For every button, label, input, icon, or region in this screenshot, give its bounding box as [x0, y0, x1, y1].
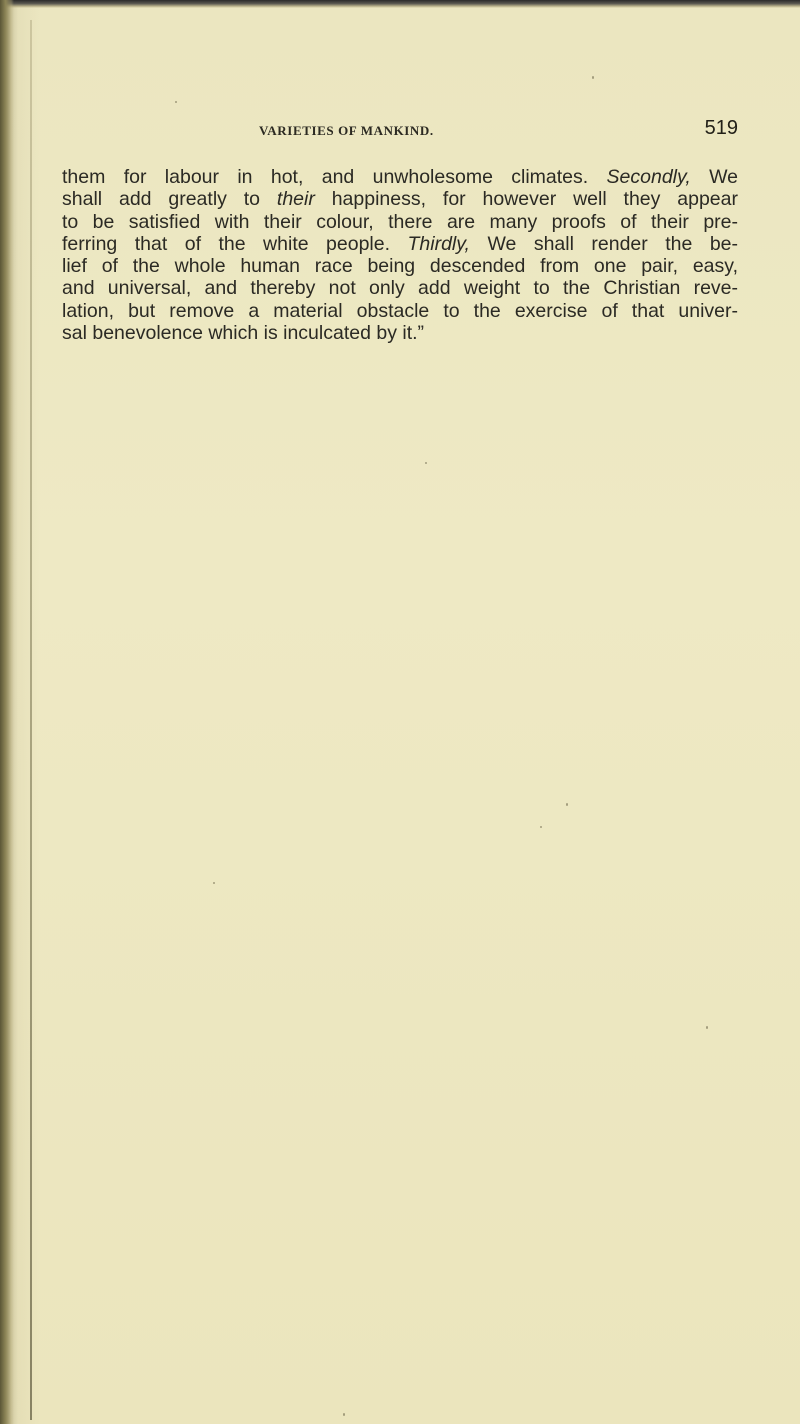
text-line	[62, 188, 738, 210]
page-number: 519	[704, 117, 738, 139]
text-segment: lief of the whole human race being descended from one pair, easy,	[62, 255, 738, 278]
text-line	[62, 277, 738, 299]
text-line	[62, 211, 738, 233]
text-segment: lation, but remove a material obstacle to the exercise of that univer-	[62, 299, 738, 322]
italic-text-segment: Thirdly,	[407, 232, 470, 255]
paper-speck	[213, 882, 215, 884]
binding-gutter-shadow	[0, 0, 14, 1424]
binding-fold-line	[30, 20, 32, 1420]
page-top-edge	[0, 0, 800, 8]
text-segment: sal benevolence which is inculcated by it.”	[62, 322, 425, 345]
running-head	[62, 117, 738, 141]
text-line	[62, 300, 738, 322]
running-title: VARIETIES OF MANKIND.	[259, 123, 434, 138]
text-segment: them for labour in hot, and unwholesome climates.	[62, 166, 607, 188]
paper-speck	[592, 76, 594, 79]
text-line	[62, 233, 738, 255]
paper-speck	[706, 1026, 708, 1029]
italic-text-segment: their	[276, 188, 315, 211]
text-segment: happiness, for however well they appear	[314, 188, 738, 211]
text-segment: shall add greatly to	[62, 188, 277, 211]
text-line	[62, 255, 738, 277]
paper-speck	[425, 462, 427, 464]
body-paragraph	[62, 166, 738, 344]
paper-speck	[566, 803, 568, 806]
text-line	[62, 322, 738, 344]
paper-speck	[540, 826, 542, 828]
text-line	[62, 166, 738, 188]
text-segment: ferring that of the white people.	[62, 232, 408, 255]
italic-text-segment: Secondly,	[606, 166, 691, 188]
paper-speck	[175, 101, 177, 103]
text-segment: We	[690, 166, 738, 188]
text-segment: We shall render the be-	[469, 232, 739, 255]
text-segment: and universal, and thereby not only add weight to the Christian reve-	[62, 277, 738, 300]
text-segment: to be satisfied with their colour, there are many proofs of their pre-	[62, 210, 738, 233]
paper-speck	[343, 1413, 345, 1416]
